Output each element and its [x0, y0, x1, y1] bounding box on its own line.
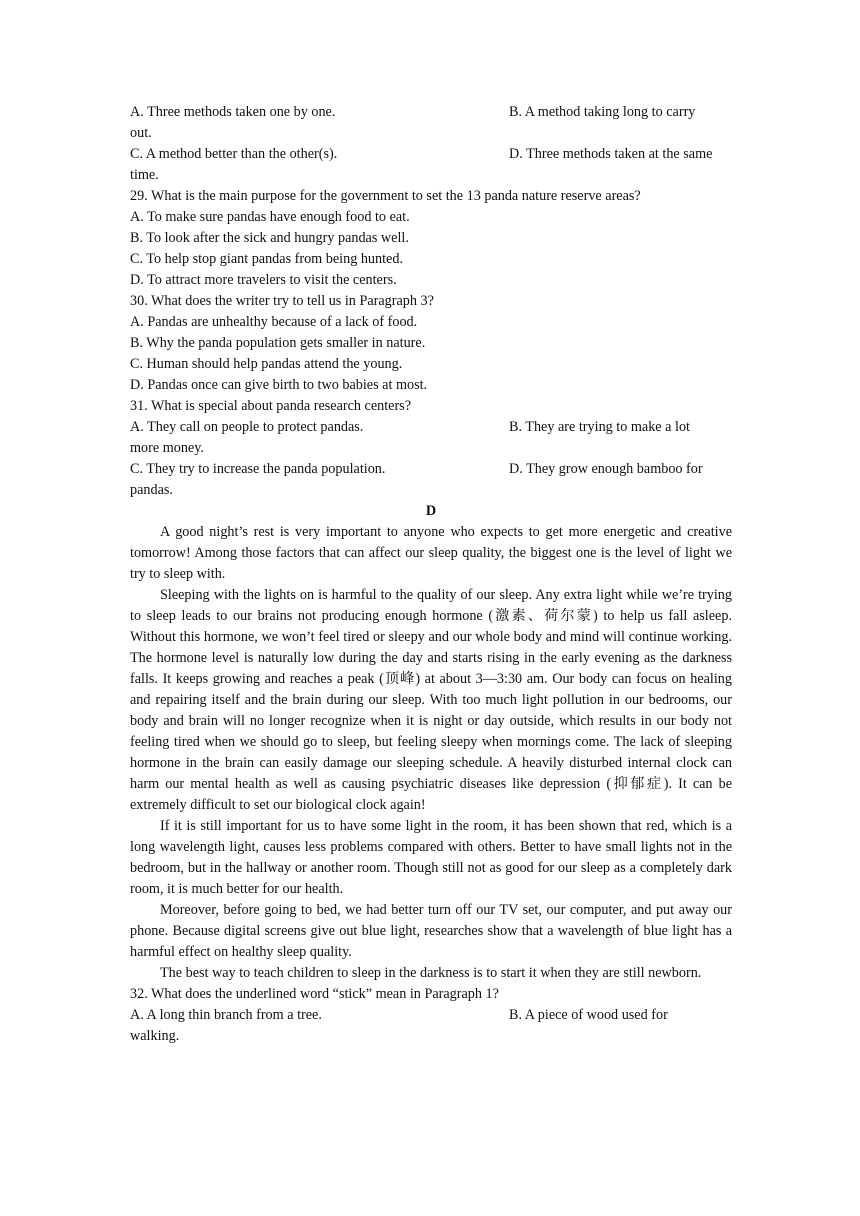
q30-option-a: A. Pandas are unhealthy because of a lack of food.	[130, 314, 418, 330]
passage-paragraph-5: The best way to teach children to sleep in the darkness is to start it when they are still newborn.	[160, 965, 702, 981]
q30-option-b: B. Why the panda population gets smaller in nature.	[130, 335, 426, 351]
q29-stem: 29. What is the main purpose for the government to set the 13 panda nature reserve areas?	[130, 188, 641, 204]
q29-option-d: D. To attract more travelers to visit the centers.	[130, 272, 397, 288]
q31-option-d-continued: pandas.	[130, 482, 173, 498]
q28-options-row-1	[130, 102, 732, 123]
q32-stem: 32. What does the underlined word “stick” mean in Paragraph 1?	[130, 986, 499, 1002]
q28-option-d: D. Three methods taken at the same	[509, 146, 713, 162]
q29-option-c: C. To help stop giant pandas from being hunted.	[130, 251, 403, 267]
passage-paragraph-3: If it is still important for us to have some light in the room, it has been shown that red, which is a long wavelength light, causes less problems compared with others. Better to have small lights not in the bedroom, but in the hallway or another room. Though still not as good for our sleep as a completely dark room, it is much better for our health.	[130, 818, 732, 897]
q31-options-row-2	[130, 459, 732, 480]
q31-stem: 31. What is special about panda research centers?	[130, 398, 411, 414]
q28-option-b-continued: out.	[130, 125, 152, 141]
q30-option-c: C. Human should help pandas attend the young.	[130, 356, 403, 372]
q28-option-d-continued: time.	[130, 167, 159, 183]
q31-option-a: A. They call on people to protect pandas.	[130, 419, 364, 435]
q30-option-d: D. Pandas once can give birth to two babies at most.	[130, 377, 428, 393]
q31-option-b-continued: more money.	[130, 440, 204, 456]
q31-option-c: C. They try to increase the panda population.	[130, 461, 386, 477]
q32-options-row-1	[130, 1005, 732, 1026]
passage-paragraph-1: A good night’s rest is very important to anyone who expects to get more energetic and creative tomorrow! Among those factors that can affect our sleep quality, the biggest one is the level of light we try to sleep with.	[130, 524, 732, 582]
q31-option-d: D. They grow enough bamboo for	[509, 461, 703, 477]
q28-options-row-2	[130, 144, 732, 165]
q28-option-c: C. A method better than the other(s).	[130, 146, 338, 162]
q30-stem: 30. What does the writer try to tell us in Paragraph 3?	[130, 293, 434, 309]
q28-option-b: B. A method taking long to carry	[509, 104, 696, 120]
q32-option-a: A. A long thin branch from a tree.	[130, 1007, 322, 1023]
q32-option-b: B. A piece of wood used for	[509, 1007, 668, 1023]
passage-paragraph-2: Sleeping with the lights on is harmful to the quality of our sleep. Any extra light while we’re trying to sleep leads to our brains not producing enough hormone (激素、荷尔蒙) to help us fall asleep. Without this hormone, we won’t feel tired or sleepy and our whole body and mind will continue working. The hormone level is naturally low during the day and starts rising in the early evening as the darkness falls. It keeps growing and reaches a peak (顶峰) at about 3—3:30 am. Our body can focus on healing and repairing itself and the brain during our sleep. With too much light pollution in our bedrooms, our body and brain will no longer recognize when it is night or day outside, which results in our body not feeling tired when we should go to sleep, but feeling sleepy when mornings come. The lack of sleeping hormone in the brain can easily damage our sleeping schedule. A heavily disturbed internal clock can harm our mental health as well as causing psychiatric diseases like depression (抑郁症). It can be extremely difficult to set our biological clock again!	[130, 587, 732, 813]
q28-option-a: A. Three methods taken one by one.	[130, 104, 336, 120]
passage-paragraph-4: Moreover, before going to bed, we had better turn off our TV set, our computer, and put away our phone. Because digital screens give out blue light, researches show that a wavelength of blue light has a harmful effect on healthy sleep quality.	[130, 902, 732, 960]
exam-page	[130, 102, 732, 1047]
q29-option-b: B. To look after the sick and hungry pandas well.	[130, 230, 409, 246]
q29-option-a: A. To make sure pandas have enough food to eat.	[130, 209, 410, 225]
section-heading: D	[425, 503, 437, 519]
q31-options-row-1	[130, 417, 732, 438]
q31-option-b: B. They are trying to make a lot	[509, 419, 690, 435]
q32-option-b-continued: walking.	[130, 1028, 180, 1044]
